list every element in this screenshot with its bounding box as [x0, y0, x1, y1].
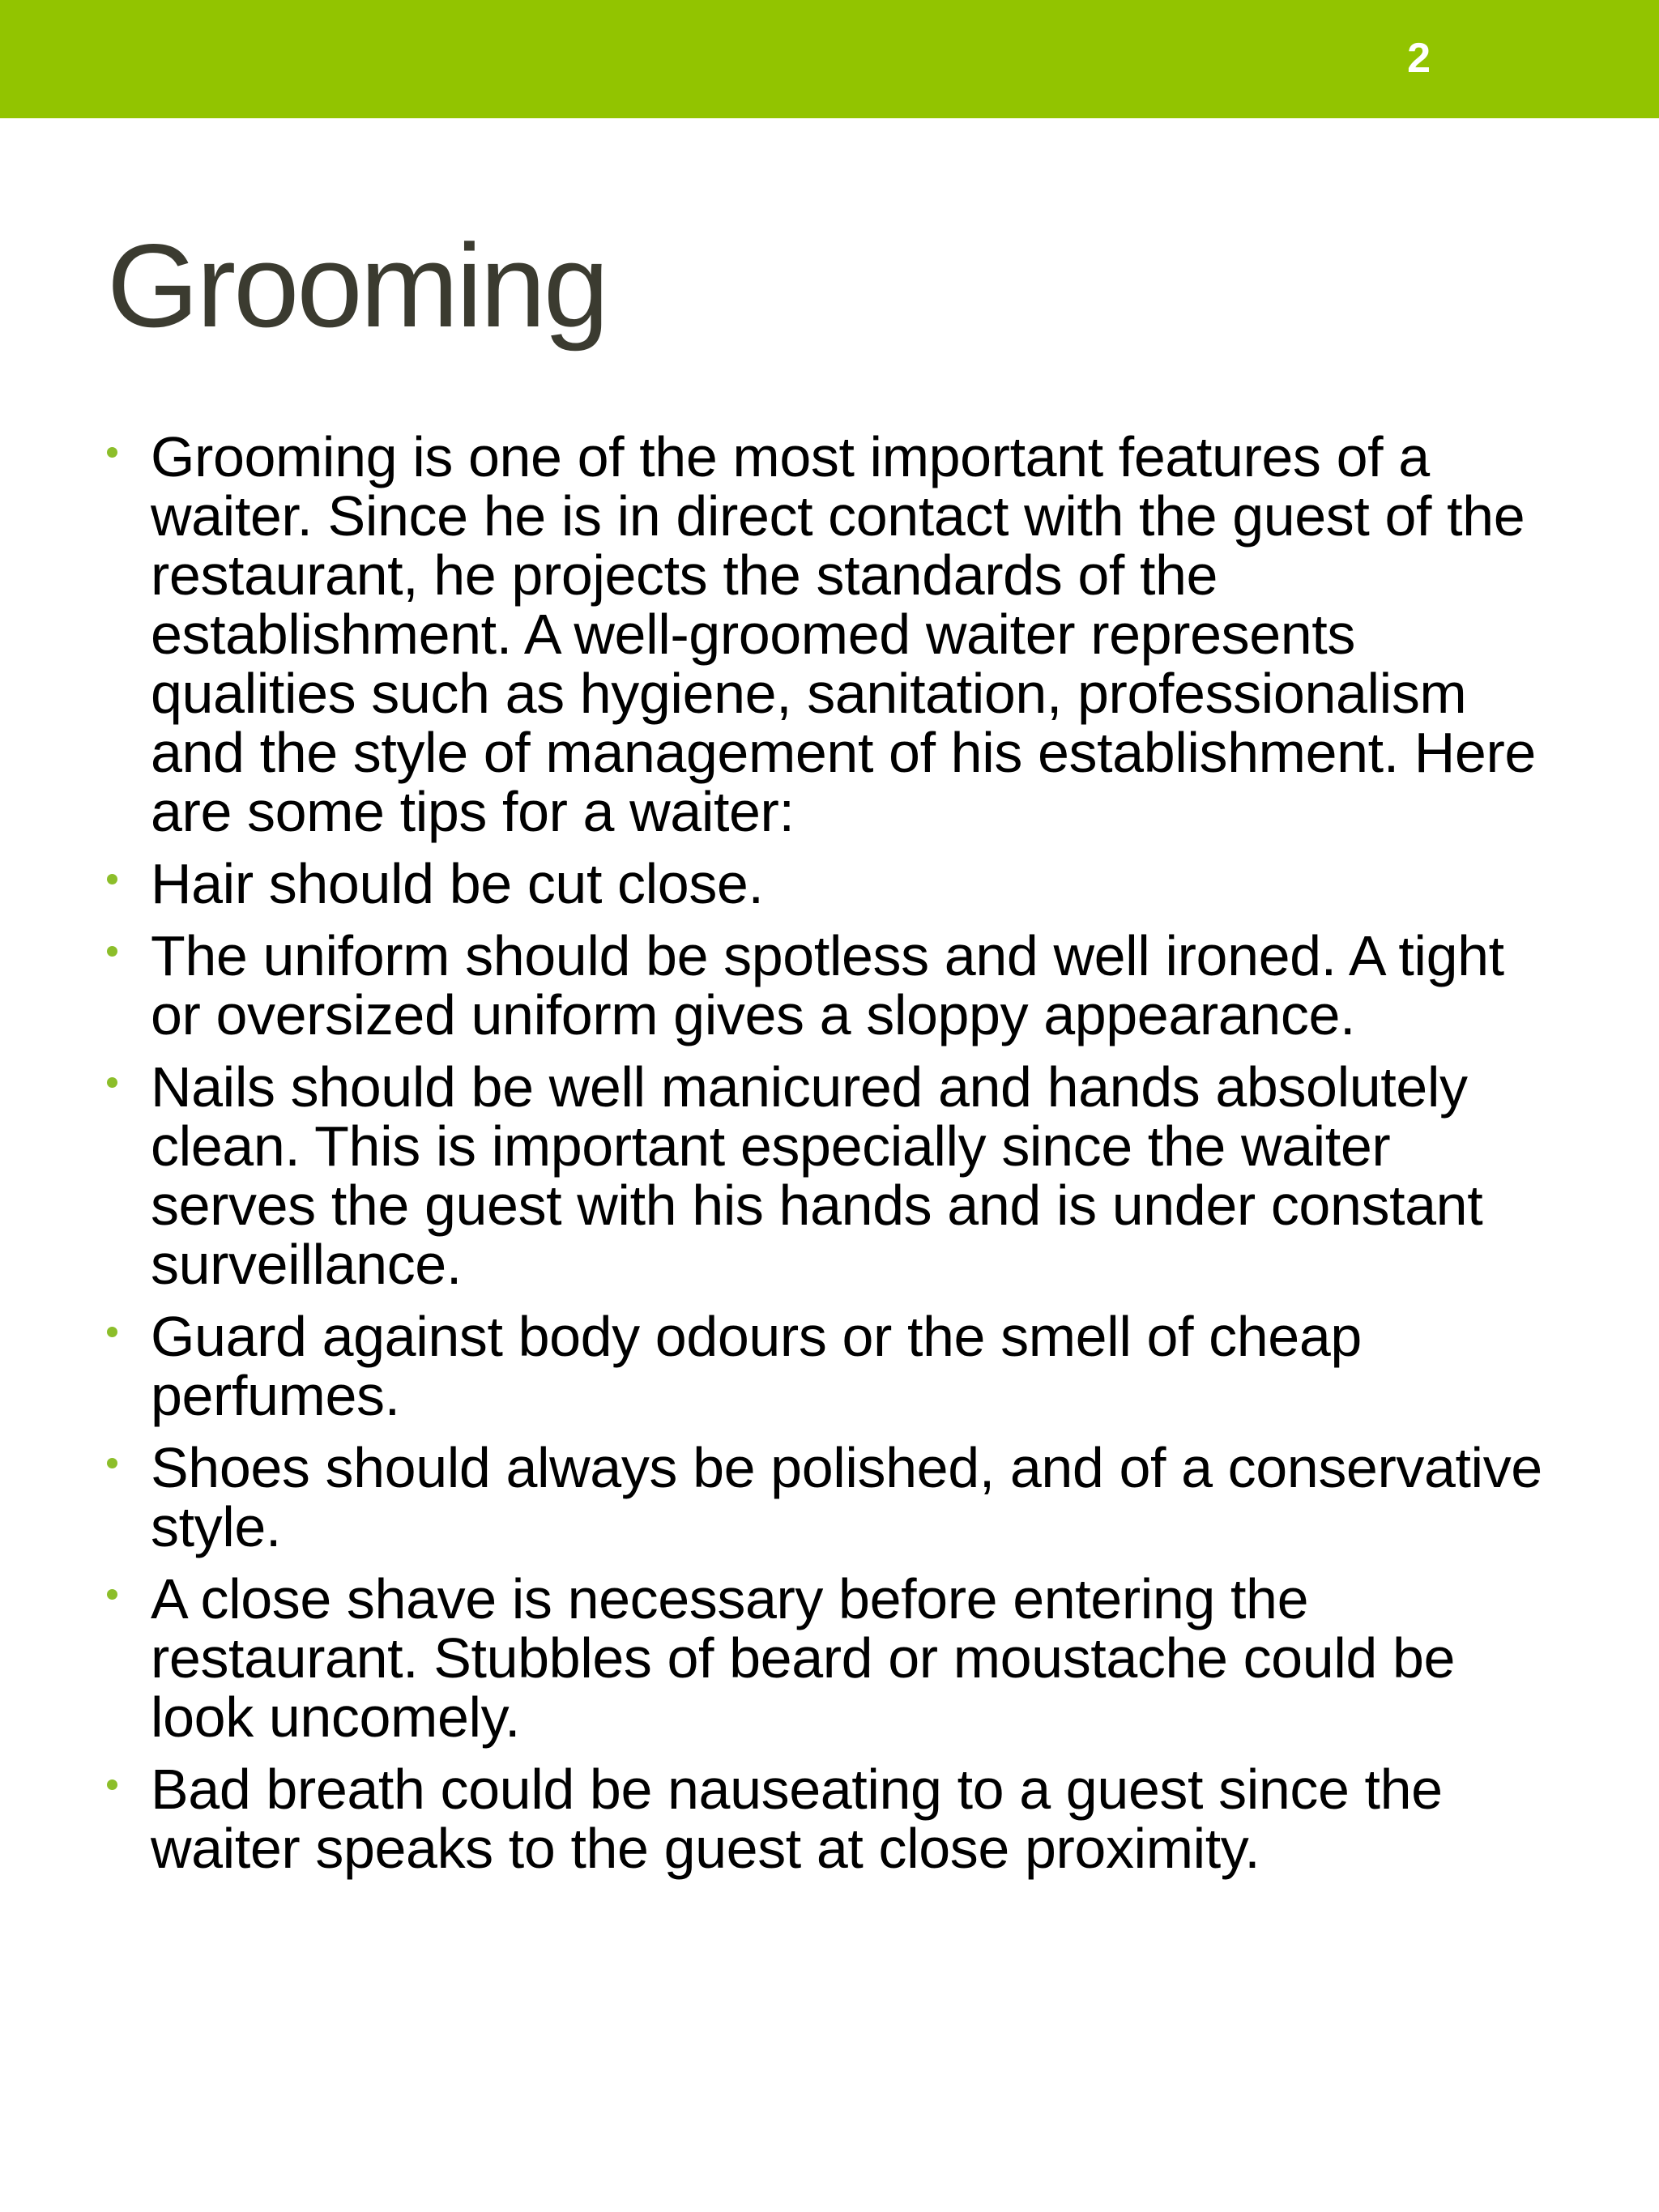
list-item — [107, 852, 1565, 915]
bullet-list — [107, 425, 1565, 1891]
bullet-text: Hair should be cut close. — [151, 852, 764, 915]
bullet-dot-icon — [107, 447, 117, 458]
header-bar — [0, 0, 1659, 118]
bullet-dot-icon — [107, 1327, 117, 1337]
page-number: 2 — [1407, 35, 1431, 82]
list-item — [107, 924, 1565, 1046]
list-item — [107, 1055, 1565, 1296]
bullet-dot-icon — [107, 1589, 117, 1600]
bullet-dot-icon — [107, 1779, 117, 1790]
bullet-text: Bad breath could be nauseating to a guest since the waiter speaks to the guest at close proximity. — [151, 1758, 1443, 1880]
bullet-text: Guard against body odours or the smell of cheap perfumes. — [151, 1305, 1362, 1427]
bullet-text: Shoes should always be polished, and of a conservative style. — [151, 1436, 1542, 1558]
bullet-text: The uniform should be spotless and well ironed. A tight or oversized uniform gives a sloppy appearance. — [151, 924, 1504, 1046]
list-item — [107, 425, 1565, 843]
list-item — [107, 1567, 1565, 1749]
list-item — [107, 1760, 1565, 1878]
bullet-dot-icon — [107, 1077, 117, 1088]
bullet-text: Grooming is one of the most important features of a waiter. Since he is in direct contact with the guest of the restaurant, he projects the standards of the establishment. A well-groomed waiter represents qualities such as hygiene, sanitation, professionalism and the style of management of his establishment. Here are some tips for a waiter: — [151, 425, 1536, 843]
list-item — [107, 1307, 1565, 1426]
list-item — [107, 1438, 1565, 1557]
bullet-dot-icon — [107, 874, 117, 884]
bullet-dot-icon — [107, 946, 117, 957]
bullet-text: A close shave is necessary before entering the restaurant. Stubbles of beard or moustache could be look uncomely. — [151, 1567, 1456, 1749]
slide-title: Grooming — [107, 219, 608, 352]
bullet-dot-icon — [107, 1458, 117, 1468]
bullet-text: Nails should be well manicured and hands absolutely clean. This is important especially since the waiter serves the guest with his hands and is under constant surveillance. — [151, 1055, 1483, 1296]
